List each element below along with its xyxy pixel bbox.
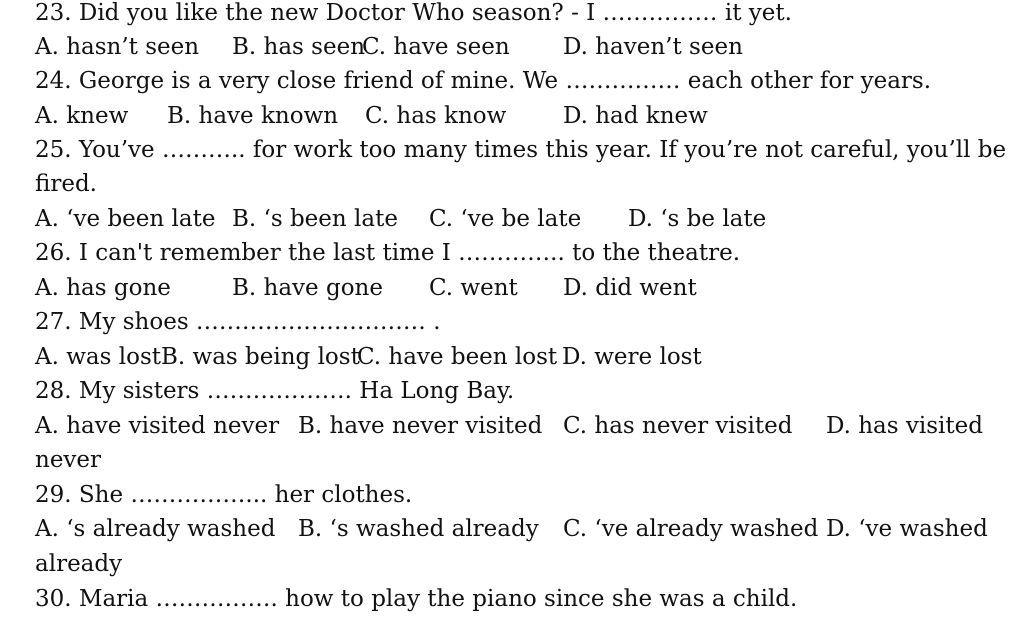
option-b: B. was being lost	[161, 344, 360, 370]
option-c: C. ‘ve be late	[429, 206, 582, 232]
option-d: D. had knew	[563, 103, 708, 129]
option-c: C. went	[429, 275, 518, 301]
option-d: D. were lost	[562, 344, 702, 370]
question-26-options	[35, 271, 1014, 305]
option-d: D. ‘ve washed	[826, 516, 988, 542]
question-text: My sisters ………………. Ha Long Bay.	[78, 378, 515, 404]
option-d: D. did went	[563, 275, 697, 301]
option-b: B. have known	[167, 103, 339, 129]
option-d-continued: already	[35, 551, 123, 577]
question-24-stem	[35, 64, 1014, 98]
question-number: 27.	[35, 309, 72, 335]
question-number: 26.	[35, 240, 72, 266]
question-text: She ……………... her clothes.	[78, 482, 413, 508]
option-c: C. has know	[365, 103, 507, 129]
option-b: B. has seen	[232, 34, 366, 60]
option-a: A. ‘ve been late	[35, 206, 216, 232]
option-c: C. have been lost	[357, 344, 558, 370]
question-29-options	[35, 512, 1014, 546]
option-b: B. ‘s washed already	[298, 516, 539, 542]
question-text: George is a very close friend of mine. We …………… each other for years.	[78, 68, 932, 94]
option-a: A. knew	[35, 103, 129, 129]
option-d-continued: never	[35, 447, 102, 473]
question-29-stem	[35, 478, 1014, 512]
question-28-stem	[35, 374, 1014, 408]
question-number: 28.	[35, 378, 72, 404]
option-d: D. ‘s be late	[628, 206, 767, 232]
question-25-options	[35, 202, 1014, 236]
question-text: My shoes ………………………… .	[78, 309, 441, 335]
option-a: A. was lost	[35, 344, 161, 370]
question-25-stem-continuation	[35, 167, 1014, 201]
option-c: C. have seen	[362, 34, 510, 60]
option-a: A. ‘s already washed	[35, 516, 276, 542]
question-text: I can't remember the last time I ………….. to the theatre.	[78, 240, 741, 266]
question-26-stem	[35, 236, 1014, 270]
question-number: 30.	[35, 586, 72, 612]
question-number: 25.	[35, 137, 72, 163]
option-a: A. have visited never	[35, 413, 280, 439]
question-text: Did you like the new Doctor Who season? - I …………… it yet.	[78, 0, 792, 26]
option-a: A. has gone	[35, 275, 171, 301]
option-b: B. have never visited	[298, 413, 543, 439]
option-d: D. has visited	[826, 413, 983, 439]
question-28-options-continuation	[35, 443, 1014, 477]
question-text: You’ve ……….. for work too many times this year. If you’re not careful, you’ll be	[78, 137, 1007, 163]
question-25-stem	[35, 133, 1014, 167]
question-number: 23.	[35, 0, 72, 26]
question-23-options	[35, 30, 1014, 64]
question-23-stem	[35, 0, 1014, 30]
question-text-continued: fired.	[35, 171, 97, 197]
option-b: B. ‘s been late	[232, 206, 398, 232]
question-24-options	[35, 99, 1014, 133]
question-number: 29.	[35, 482, 72, 508]
question-27-options	[35, 340, 1014, 374]
option-b: B. have gone	[232, 275, 383, 301]
question-number: 24.	[35, 68, 72, 94]
question-27-stem	[35, 305, 1014, 339]
question-30-stem	[35, 582, 1014, 616]
option-c: C. has never visited	[563, 413, 793, 439]
question-text: Maria ……………. how to play the piano since she was a child.	[78, 586, 798, 612]
option-c: C. ‘ve already washed	[563, 516, 819, 542]
question-28-options	[35, 409, 1014, 443]
option-d: D. haven’t seen	[563, 34, 743, 60]
option-a: A. hasn’t seen	[35, 34, 200, 60]
question-29-options-continuation	[35, 547, 1014, 581]
